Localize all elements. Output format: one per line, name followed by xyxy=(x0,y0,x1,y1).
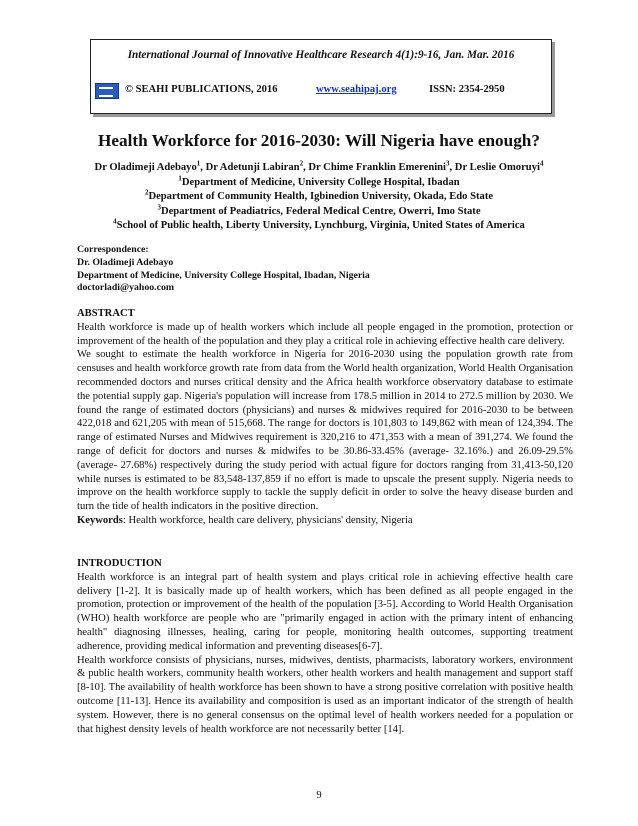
correspondence-label: Correspondence: xyxy=(77,244,149,255)
author-list: Dr Oladimeji Adebayo$^1$, Dr Adetunji Labiran$^2$, Dr Chime Franklin Emerenini$^3$, Dr Leslie Omoruyi$^4$ xyxy=(94,159,544,173)
keywords-line: Keywords: Health workforce, health care delivery, physicians' density, Nigeria xyxy=(77,514,413,526)
correspondence-dept: Department of Medicine, University College Hospital, Ibadan, Nigeria xyxy=(77,269,370,281)
issn-number: ISSN: 2354-2950 xyxy=(429,84,505,95)
paper-title: Health Workforce for 2016-2030: Will Nigeria have enough? xyxy=(98,131,540,150)
abstract-section xyxy=(77,307,573,528)
intro-paragraph: Health workforce consists of physicians, nurses, midwives, dentists, pharmacists, laboratory workers, environment & public health workers, community health workers, other health workers and health management and support staff [8-10]. The availability of health workforce has been shown to have a strong positive correlation with positive health outcome [11-13]. Hence its availability and composition is used as an important indicator of the strength of health system. However, there is no general consensus on the optimal level of health workers needed for a population or that highest density levels of health workforce are not necessarily better [14]. xyxy=(77,654,573,735)
affiliation-1: $^1$Department of Medicine, University College Hospital, Ibadan xyxy=(178,174,460,188)
publisher-copyright: © SEAHI PUBLICATIONS, 2016 xyxy=(125,84,278,95)
affiliation-2: $^2$Department of Community Health, Igbinedion University, Okada, Edo State xyxy=(144,188,494,203)
introduction-heading: INTRODUCTION xyxy=(77,558,162,569)
affiliation-3: $^3$Department of Peadiatrics, Federal Medical Centre, Owerri, Imo State xyxy=(157,203,481,217)
abstract-paragraph: We sought to estimate the health workforce in Nigeria for 2016-2030 using the population growth rate from censuses and health workforce growth rate from data from the World health organization, World Health Organisation recommended doctors and nurses critical density and the Africa health workforce observatory database to estimate the potential supply gap. Nigeria's population will increase from 178.5 million in 2014 to 272.5 million by 2030. We found the range of estimated doctors (physicians) and nurses & midwives required for 2016-2030 to be between 422,018 and 621,205 with mean of 515,668. The range for doctors is 101,803 to 149,862 with mean of 124,394. The range of estimated Nurses and Midwives requirement is 320,216 to 471,353 with a mean of 391,274. We found the range of deficit for doctors and nurses & midwifes to be 30.86-33.45% (average- 32.16%.) and 26.09-29.5% (average- 27.68%) respectively during the study period with actual figure for doctors ranging from 31,413-50,120 while nurses is estimated to be 83,548-137,859 if no effort is made to upscale the present supply. Nigeria needs to improve on the health workforce supply to tackle the supply deficit in order to solve the heavy disease burden and turn the tide of health indicators in the positive direction. xyxy=(77,349,573,513)
correspondence-name: Dr. Oladimeji Adebayo xyxy=(77,256,174,268)
journal-citation: International Journal of Innovative Healthcare Research 4(1):9-16, Jan. Mar. 2016 xyxy=(127,49,515,61)
correspondence-email[interactable]: doctorladi@yahoo.com xyxy=(77,282,175,294)
affiliation-4: $^4$School of Public health, Liberty University, Lynchburg, Virginia, United States of America xyxy=(113,217,525,232)
author-block xyxy=(70,161,568,234)
seahi-logo-icon xyxy=(95,83,119,99)
journal-website-link[interactable]: www.seahipaj.org xyxy=(316,84,397,95)
abstract-paragraph: Health workforce is made up of health workers which include all people engaged in the promotion, protection or improvement of the health of the population and they play a critical role in achieving effective health care delivery. xyxy=(77,321,573,347)
intro-paragraph: Health workforce is an integral part of health system and plays critical role in achieving effective health care delivery [1-2]. It is basically made up of health workers, which has been defined as all people engaged in the promotion, protection or improvement of the health of the population [3-5]. According to World Health Organisation (WHO) health workforce are people who are "primarily engaged in action with the primary intent of enhancing health" diagnosing illnesses, healing, caring for people, monitoring health outcomes, supporting treatment adherence, providing medical information and preventing diseases[6-7]. xyxy=(77,571,573,652)
abstract-heading: ABSTRACT xyxy=(77,308,135,319)
introduction-section xyxy=(77,557,573,736)
journal-header-box xyxy=(90,39,552,114)
page-number: 9 xyxy=(316,790,322,801)
correspondence-block xyxy=(77,244,370,295)
